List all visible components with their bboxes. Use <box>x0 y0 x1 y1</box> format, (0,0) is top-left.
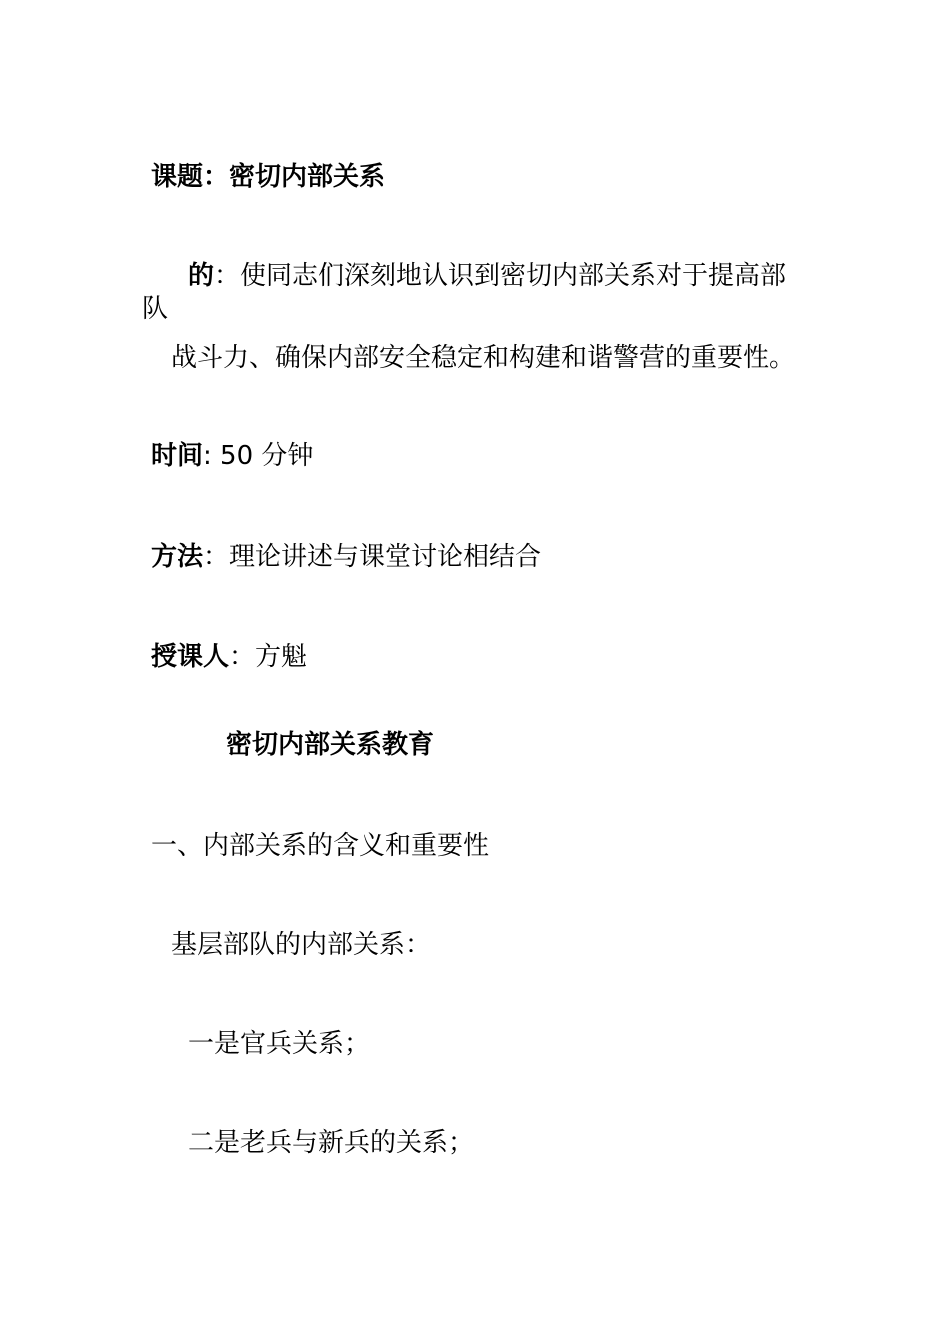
intro-text: 基层部队的内部关系： <box>171 930 432 960</box>
purpose-wrap-line <box>142 292 168 326</box>
method-separator: ： <box>203 542 230 572</box>
lecturer-label: 授课人 <box>151 642 230 672</box>
purpose-text-wrap: 队 <box>142 294 169 324</box>
document-title: 密切内部关系教育 <box>226 730 435 760</box>
lecturer-value: 方魁 <box>255 642 308 672</box>
time-line <box>151 439 313 473</box>
lecturer-line <box>151 640 307 674</box>
list-item: 一是官兵关系； <box>188 1029 371 1059</box>
method-value: 理论讲述与课堂讨论相结合 <box>229 542 542 572</box>
purpose-separator: ： <box>214 261 241 291</box>
method-line <box>151 540 541 574</box>
method-label: 方法 <box>151 542 204 572</box>
time-value: 50 分钟 <box>220 441 314 471</box>
purpose-label: 的 <box>188 261 215 291</box>
purpose-text-second: 战斗力、确保内部安全稳定和构建和谐警营的重要性。 <box>171 343 796 373</box>
purpose-text-first: 使同志们深刻地认识到密切内部关系对于提高部 <box>240 261 787 291</box>
purpose-line <box>188 259 786 293</box>
time-separator: : <box>203 441 212 471</box>
topic-label: 课题： <box>151 162 230 192</box>
list-item: 二是老兵与新兵的关系； <box>188 1128 475 1158</box>
topic-line <box>151 160 385 194</box>
purpose-continuation-line <box>171 341 795 375</box>
lecturer-separator: ： <box>229 642 256 672</box>
topic-value: 密切内部关系 <box>229 162 386 192</box>
time-label: 时间 <box>151 441 204 471</box>
section-heading: 一、内部关系的含义和重要性 <box>151 831 490 861</box>
